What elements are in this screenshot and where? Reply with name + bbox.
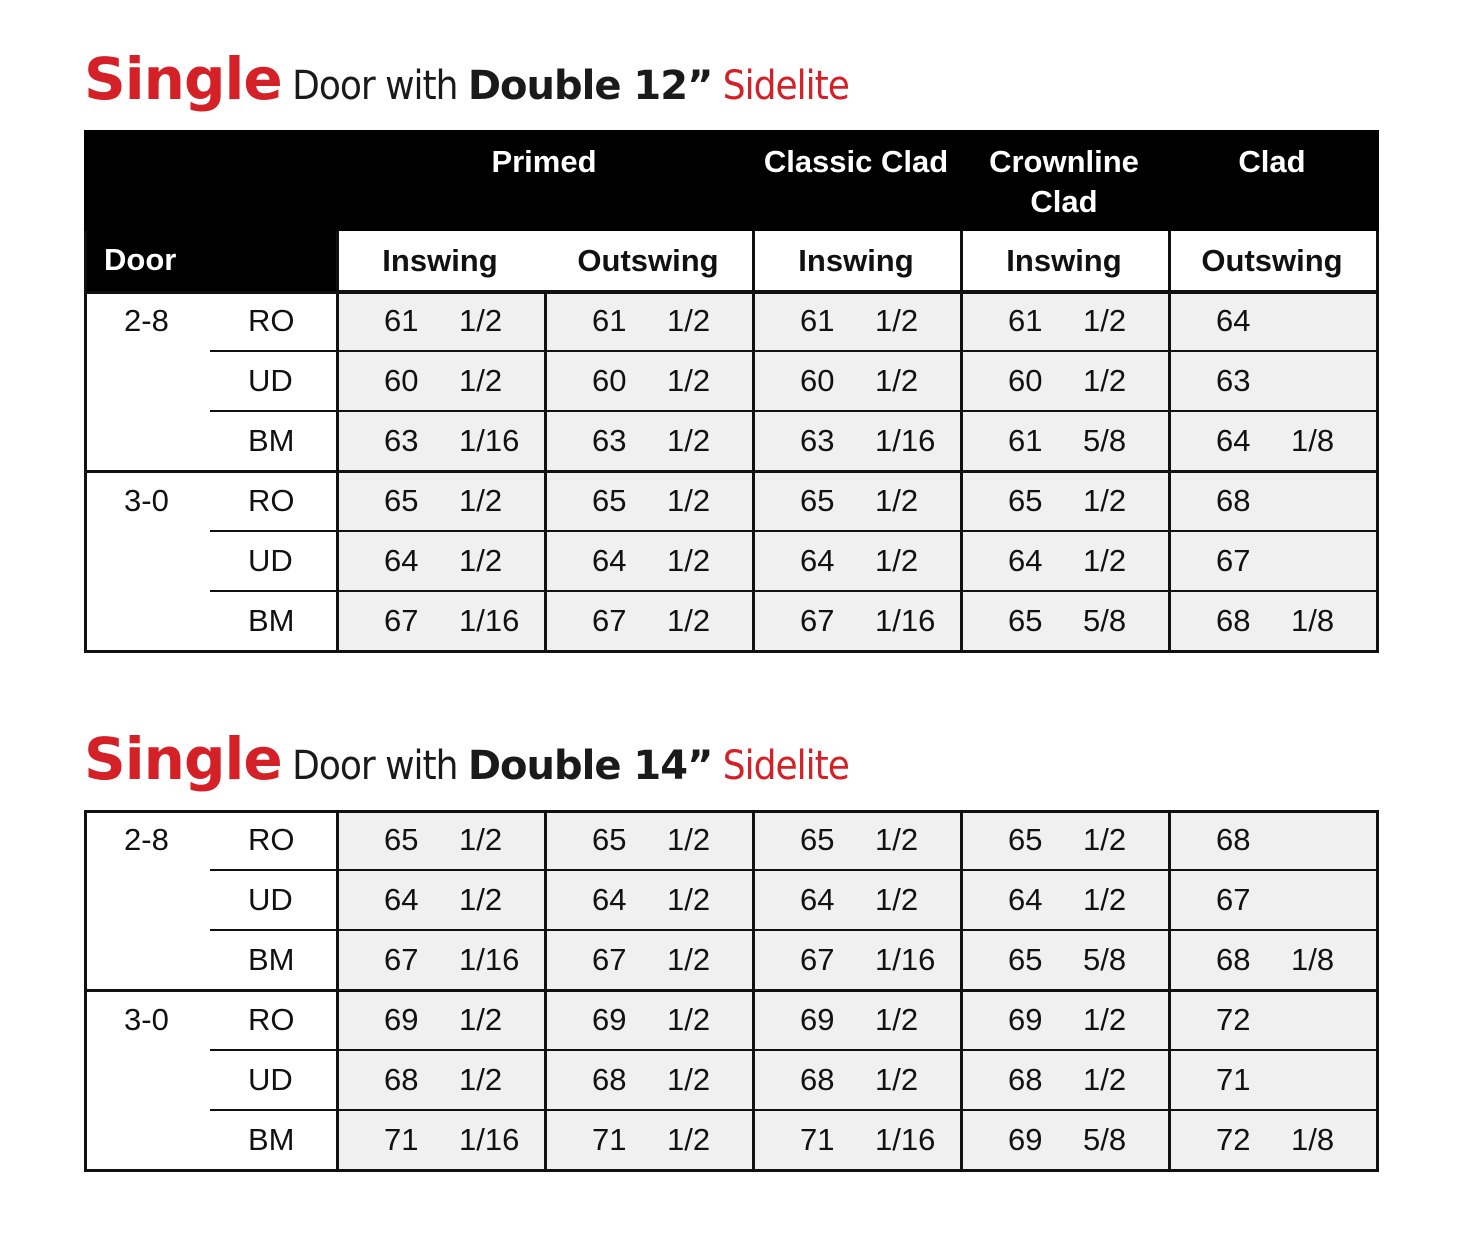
value-fraction: 1/2 bbox=[1083, 822, 1127, 857]
value-fraction: 1/8 bbox=[1291, 942, 1335, 977]
sizing-table-double-12 bbox=[84, 130, 1379, 655]
measure-type-label: RO bbox=[248, 483, 295, 518]
value-whole: 71 bbox=[1216, 1062, 1251, 1097]
value-whole: 65 bbox=[1008, 483, 1043, 518]
value-fraction: 1/2 bbox=[667, 1062, 711, 1097]
header-swing-primed-outswing: Outswing bbox=[577, 243, 719, 278]
value-whole: 67 bbox=[800, 603, 835, 638]
value-fraction: 1/2 bbox=[1083, 303, 1127, 338]
value-fraction: 1/2 bbox=[667, 822, 711, 857]
value-fraction: 5/8 bbox=[1083, 603, 1127, 638]
value-whole: 65 bbox=[384, 822, 419, 857]
value-fraction: 1/2 bbox=[875, 882, 919, 917]
value-fraction: 1/2 bbox=[875, 1062, 919, 1097]
value-whole: 67 bbox=[384, 942, 419, 977]
value-fraction: 1/16 bbox=[459, 1122, 520, 1157]
title-single: Single bbox=[84, 725, 282, 793]
value-whole: 61 bbox=[592, 303, 627, 338]
value-fraction: 1/2 bbox=[459, 483, 503, 518]
value-whole: 63 bbox=[384, 423, 419, 458]
value-fraction: 1/2 bbox=[1083, 1002, 1127, 1037]
value-fraction: 1/2 bbox=[459, 303, 503, 338]
value-fraction: 1/2 bbox=[667, 882, 711, 917]
value-whole: 69 bbox=[1008, 1122, 1043, 1157]
header-swing-classic-inswing: Inswing bbox=[798, 243, 914, 278]
value-whole: 64 bbox=[800, 882, 835, 917]
value-fraction: 1/16 bbox=[459, 942, 520, 977]
measure-type-label: BM bbox=[248, 423, 295, 458]
title-door-with: Door with bbox=[281, 743, 468, 789]
value-fraction: 5/8 bbox=[1083, 942, 1127, 977]
value-whole: 67 bbox=[384, 603, 419, 638]
value-fraction: 1/2 bbox=[1083, 882, 1127, 917]
value-whole: 71 bbox=[592, 1122, 627, 1157]
value-whole: 63 bbox=[592, 423, 627, 458]
value-fraction: 1/2 bbox=[459, 1062, 503, 1097]
value-fraction: 1/2 bbox=[667, 1122, 711, 1157]
header-swing-crownline-inswing: Inswing bbox=[1006, 243, 1122, 278]
value-whole: 67 bbox=[592, 942, 627, 977]
value-whole: 65 bbox=[1008, 942, 1043, 977]
value-whole: 67 bbox=[592, 603, 627, 638]
header-group-clad: Clad bbox=[1238, 144, 1306, 179]
door-size-label: 2-8 bbox=[124, 303, 169, 338]
value-whole: 65 bbox=[592, 822, 627, 857]
value-fraction: 1/2 bbox=[875, 303, 919, 338]
measure-type-label: RO bbox=[248, 822, 295, 857]
value-fraction: 1/16 bbox=[875, 603, 936, 638]
title-sidelite: Sidelite bbox=[712, 63, 849, 109]
title-double-size: Double 14” bbox=[467, 743, 713, 789]
value-fraction: 1/2 bbox=[1083, 543, 1127, 578]
measure-type-label: UD bbox=[248, 882, 293, 917]
value-whole: 65 bbox=[384, 483, 419, 518]
value-whole: 68 bbox=[1008, 1062, 1043, 1097]
title-door-with: Door with bbox=[281, 63, 468, 109]
value-fraction: 1/2 bbox=[875, 543, 919, 578]
value-whole: 64 bbox=[1008, 543, 1043, 578]
value-fraction: 1/2 bbox=[667, 543, 711, 578]
measure-type-label: UD bbox=[248, 363, 293, 398]
value-whole: 65 bbox=[1008, 822, 1043, 857]
value-whole: 63 bbox=[800, 423, 835, 458]
value-whole: 65 bbox=[800, 822, 835, 857]
value-whole: 65 bbox=[800, 483, 835, 518]
header-swing-primed-inswing: Inswing bbox=[382, 243, 498, 278]
measure-type-label: UD bbox=[248, 543, 293, 578]
value-whole: 61 bbox=[384, 303, 419, 338]
value-fraction: 5/8 bbox=[1083, 423, 1127, 458]
value-whole: 69 bbox=[384, 1002, 419, 1037]
value-whole: 68 bbox=[1216, 603, 1251, 638]
value-whole: 69 bbox=[1008, 1002, 1043, 1037]
value-whole: 64 bbox=[592, 882, 627, 917]
value-whole: 64 bbox=[384, 543, 419, 578]
value-fraction: 1/2 bbox=[1083, 363, 1127, 398]
table-frame bbox=[84, 810, 1379, 1172]
header-group-primed: Primed bbox=[491, 144, 597, 179]
value-whole: 72 bbox=[1216, 1002, 1251, 1037]
value-whole: 68 bbox=[384, 1062, 419, 1097]
value-whole: 60 bbox=[384, 363, 419, 398]
door-size-label: 2-8 bbox=[124, 822, 169, 857]
title-double-size: Double 12” bbox=[467, 63, 713, 109]
value-whole: 65 bbox=[592, 483, 627, 518]
value-whole: 72 bbox=[1216, 1122, 1251, 1157]
value-fraction: 1/16 bbox=[875, 1122, 936, 1157]
header-group-classic-clad: Classic Clad bbox=[763, 144, 949, 179]
door-size-label: 3-0 bbox=[124, 483, 169, 518]
value-fraction: 1/2 bbox=[459, 363, 503, 398]
frame-left-edge bbox=[84, 231, 87, 291]
value-whole: 69 bbox=[592, 1002, 627, 1037]
value-whole: 67 bbox=[1216, 882, 1251, 917]
value-fraction: 1/16 bbox=[459, 603, 520, 638]
header-group-crownline-clad: Crownline Clad bbox=[989, 144, 1139, 219]
value-whole: 68 bbox=[800, 1062, 835, 1097]
title-single: Single bbox=[84, 45, 282, 113]
value-fraction: 1/2 bbox=[667, 363, 711, 398]
value-fraction: 1/8 bbox=[1291, 603, 1335, 638]
value-fraction: 1/2 bbox=[667, 303, 711, 338]
value-whole: 63 bbox=[1216, 363, 1251, 398]
value-whole: 64 bbox=[1008, 882, 1043, 917]
value-whole: 60 bbox=[1008, 363, 1043, 398]
value-fraction: 1/2 bbox=[459, 822, 503, 857]
value-whole: 64 bbox=[592, 543, 627, 578]
value-whole: 61 bbox=[800, 303, 835, 338]
door-size-label: 3-0 bbox=[124, 1002, 169, 1037]
value-fraction: 1/16 bbox=[875, 423, 936, 458]
value-whole: 64 bbox=[384, 882, 419, 917]
value-fraction: 5/8 bbox=[1083, 1122, 1127, 1157]
value-fraction: 1/2 bbox=[459, 882, 503, 917]
value-whole: 71 bbox=[800, 1122, 835, 1157]
value-fraction: 1/2 bbox=[1083, 1062, 1127, 1097]
value-whole: 64 bbox=[1216, 303, 1251, 338]
value-fraction: 1/2 bbox=[875, 483, 919, 518]
value-fraction: 1/2 bbox=[1083, 483, 1127, 518]
value-fraction: 1/2 bbox=[667, 1002, 711, 1037]
section-title-double-12 bbox=[84, 45, 849, 113]
value-whole: 61 bbox=[1008, 303, 1043, 338]
sizing-table-double-14 bbox=[84, 810, 1379, 1175]
value-whole: 67 bbox=[800, 942, 835, 977]
value-fraction: 1/2 bbox=[667, 423, 711, 458]
value-whole: 68 bbox=[1216, 483, 1251, 518]
value-whole: 60 bbox=[592, 363, 627, 398]
measure-type-label: UD bbox=[248, 1062, 293, 1097]
value-fraction: 1/2 bbox=[667, 942, 711, 977]
value-whole: 65 bbox=[1008, 603, 1043, 638]
value-fraction: 1/2 bbox=[459, 543, 503, 578]
measure-type-label: RO bbox=[248, 1002, 295, 1037]
header-swing-clad-outswing: Outswing bbox=[1201, 243, 1343, 278]
value-whole: 68 bbox=[1216, 822, 1251, 857]
value-fraction: 1/16 bbox=[875, 942, 936, 977]
value-whole: 64 bbox=[1216, 423, 1251, 458]
value-whole: 64 bbox=[800, 543, 835, 578]
value-whole: 61 bbox=[1008, 423, 1043, 458]
value-fraction: 1/2 bbox=[875, 822, 919, 857]
value-fraction: 1/8 bbox=[1291, 1122, 1335, 1157]
value-whole: 67 bbox=[1216, 543, 1251, 578]
swing-divider bbox=[1376, 231, 1379, 291]
measure-type-label: BM bbox=[248, 603, 295, 638]
measure-type-label: RO bbox=[248, 303, 295, 338]
title-sidelite: Sidelite bbox=[712, 743, 849, 789]
value-fraction: 1/16 bbox=[459, 423, 520, 458]
value-fraction: 1/2 bbox=[875, 1002, 919, 1037]
value-whole: 68 bbox=[592, 1062, 627, 1097]
value-whole: 69 bbox=[800, 1002, 835, 1037]
header-door-label: Door bbox=[104, 242, 177, 277]
value-fraction: 1/2 bbox=[667, 483, 711, 518]
value-fraction: 1/2 bbox=[459, 1002, 503, 1037]
measure-type-label: BM bbox=[248, 942, 295, 977]
value-whole: 71 bbox=[384, 1122, 419, 1157]
value-fraction: 1/2 bbox=[667, 603, 711, 638]
value-fraction: 1/2 bbox=[875, 363, 919, 398]
measure-type-label: BM bbox=[248, 1122, 295, 1157]
section-title-double-14 bbox=[84, 725, 849, 793]
value-fraction: 1/8 bbox=[1291, 423, 1335, 458]
value-whole: 68 bbox=[1216, 942, 1251, 977]
value-whole: 60 bbox=[800, 363, 835, 398]
table-frame bbox=[84, 291, 1379, 653]
